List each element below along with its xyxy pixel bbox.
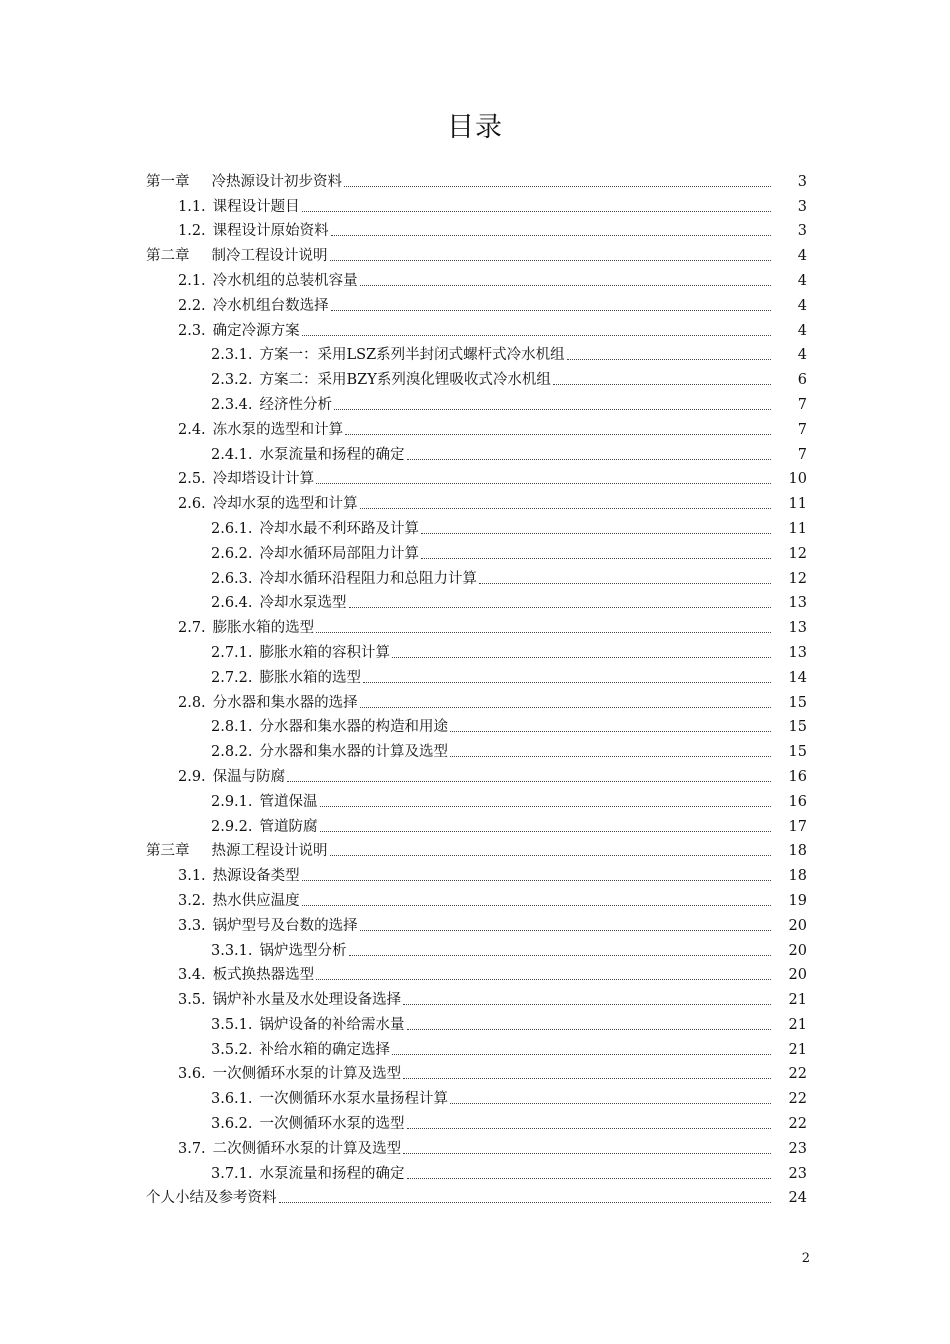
toc-entry[interactable] (0, 960, 950, 985)
dot-leader (345, 434, 771, 435)
toc-entry-title: 冷却水泵的选型和计算 (212, 496, 358, 513)
toc-entry-label (211, 520, 419, 538)
toc-entry-page: 7 (797, 396, 807, 413)
toc-entry-number: 1.2. (178, 223, 206, 240)
toc-entry-number: 3.7. (178, 1140, 206, 1157)
toc-entry-page: 21 (788, 992, 807, 1009)
toc-entry[interactable] (0, 1133, 950, 1158)
toc-entry-title: 冷却塔设计计算 (212, 471, 315, 488)
dot-leader (421, 558, 771, 559)
toc-entry-page: 4 (797, 248, 807, 265)
toc-entry-page: 17 (788, 818, 807, 835)
toc-entry[interactable] (0, 464, 950, 489)
toc-entry-number: 3.6. (178, 1066, 206, 1083)
toc-entry-title: 分水器和集水器的构造和用途 (259, 719, 449, 736)
toc-entry-title: 冷却水循环沿程阻力和总阻力计算 (259, 570, 478, 587)
toc-entry-label (178, 867, 300, 885)
toc-entry-number: 2.6.1. (211, 520, 253, 537)
toc-entry-page: 3 (797, 198, 807, 215)
toc-entry-label (211, 793, 318, 811)
toc-entry-number: 3.5.2. (211, 1041, 253, 1058)
toc-entry-label (178, 966, 314, 984)
toc-entry-number: 2.6. (178, 496, 206, 513)
toc-entry-title: 水泵流量和扬程的确定 (259, 1165, 405, 1182)
toc-entry[interactable] (0, 588, 950, 613)
toc-entry[interactable] (0, 935, 950, 960)
toc-entry-label (211, 1115, 405, 1133)
toc-entry-title: 一次侧循环水泵的计算及选型 (212, 1066, 402, 1083)
toc-entry[interactable] (0, 414, 950, 439)
dot-leader (330, 855, 772, 856)
toc-entry-page: 13 (788, 595, 807, 612)
toc-entry-title: 方案二：采用BZY系列溴化锂吸收式冷水机组 (259, 372, 551, 389)
toc-entry-page: 18 (788, 868, 807, 885)
toc-entry-label (146, 247, 328, 265)
toc-entry-label (211, 446, 405, 464)
toc-entry-page: 4 (797, 347, 807, 364)
toc-entry-title: 分水器和集水器的计算及选型 (259, 744, 449, 761)
dot-leader (421, 533, 771, 534)
dot-leader (403, 1153, 771, 1154)
page-title: 目录 (447, 112, 503, 143)
toc-entry-label (211, 1090, 448, 1108)
toc-entry-title: 冷水机组的总装机容量 (212, 272, 358, 289)
toc-entry[interactable] (0, 538, 950, 563)
toc-entry-title: 管道保温 (259, 793, 318, 810)
dot-leader (407, 1029, 771, 1030)
toc-entry-number: 2.7.1. (211, 644, 253, 661)
toc-entry-number: 第二章 (146, 248, 190, 265)
toc-entry-title: 冷热源设计初步资料 (211, 173, 342, 190)
toc-entry-page: 13 (788, 620, 807, 637)
toc-entry[interactable] (0, 712, 950, 737)
toc-entry-page: 4 (797, 322, 807, 339)
toc-entry-number: 1.1. (178, 198, 206, 215)
toc-entry[interactable] (0, 786, 950, 811)
toc-entry-number: 3.5. (178, 992, 206, 1009)
toc-entry-title: 锅炉选型分析 (259, 942, 347, 959)
toc-entry-title: 课程设计题目 (212, 198, 300, 215)
toc-entry[interactable] (0, 389, 950, 414)
toc-entry-label (178, 421, 343, 439)
dot-leader (331, 235, 771, 236)
toc-entry[interactable] (0, 1183, 950, 1208)
toc-entry-number: 第三章 (146, 843, 190, 860)
toc-entry-number: 2.8. (178, 694, 206, 711)
toc-entry[interactable] (0, 736, 950, 761)
dot-leader (331, 310, 771, 311)
toc-entry-page: 22 (788, 1116, 807, 1133)
toc-entry-title: 热源设备类型 (212, 868, 300, 885)
toc-entry-number: 2.9. (178, 768, 206, 785)
toc-entry-label (211, 1165, 405, 1183)
toc-entry-label (211, 594, 347, 612)
toc-entry-label (211, 818, 318, 836)
toc-entry-number: 2.5. (178, 471, 206, 488)
dot-leader (279, 1202, 772, 1203)
toc-entry-label (146, 173, 342, 191)
toc-entry-title: 水泵流量和扬程的确定 (259, 446, 405, 463)
toc-entry-number: 3.6.1. (211, 1091, 253, 1108)
toc-entry-number: 2.3.2. (211, 372, 253, 389)
dot-leader (316, 979, 771, 980)
toc-entry-label (211, 644, 390, 662)
toc-entry-number: 3.4. (178, 967, 206, 984)
toc-entry-label (211, 1041, 390, 1059)
toc-entry-number: 2.9.1. (211, 793, 253, 810)
dot-leader (567, 359, 771, 360)
toc-entry-title: 二次侧循环水泵的计算及选型 (212, 1140, 402, 1157)
toc-entry-title: 冻水泵的选型和计算 (212, 421, 344, 438)
toc-entry-label (146, 842, 328, 860)
toc-entry-page: 6 (797, 372, 807, 389)
toc-entry-label (178, 619, 314, 637)
toc-entry-title: 保温与防腐 (212, 768, 286, 785)
dot-leader (479, 583, 771, 584)
toc-entry-label (178, 1065, 401, 1083)
toc-entry-number: 2.3.4. (211, 396, 253, 413)
dot-leader (360, 285, 771, 286)
dot-leader (403, 1004, 771, 1005)
toc-entry-title: 分水器和集水器的选择 (212, 694, 358, 711)
toc-entry-page: 20 (788, 942, 807, 959)
toc-entry[interactable] (0, 1083, 950, 1108)
dot-leader (287, 781, 771, 782)
toc-entry-page: 7 (797, 421, 807, 438)
toc-entry-title: 膨胀水箱的选型 (259, 669, 362, 686)
dot-leader (392, 657, 771, 658)
toc-entry[interactable] (0, 1034, 950, 1059)
toc-entry-number: 2.7.2. (211, 669, 253, 686)
dot-leader (553, 384, 771, 385)
toc-entry-page: 13 (788, 644, 807, 661)
toc-entry-label (178, 495, 358, 513)
dot-leader (349, 607, 771, 608)
toc-entry-page: 19 (788, 892, 807, 909)
toc-entry-title: 方案一：采用LSZ系列半封闭式螺杆式冷水机组 (259, 347, 565, 364)
page-number: 2 (801, 1251, 810, 1266)
toc-entry[interactable] (0, 662, 950, 687)
table-of-contents (0, 166, 950, 1207)
dot-leader (403, 1078, 771, 1079)
dot-leader (407, 1128, 771, 1129)
toc-entry-page: 22 (788, 1066, 807, 1083)
toc-entry-page: 23 (788, 1165, 807, 1182)
toc-entry-title: 膨胀水箱的容积计算 (259, 644, 391, 661)
toc-entry[interactable] (0, 1059, 950, 1084)
toc-entry-number: 3.6.2. (211, 1116, 253, 1133)
toc-entry-label (178, 322, 300, 340)
toc-entry[interactable] (0, 836, 950, 861)
toc-entry[interactable] (0, 1158, 950, 1183)
toc-entry-title: 一次侧循环水泵的选型 (259, 1116, 405, 1133)
dot-leader (316, 632, 771, 633)
toc-entry[interactable] (0, 439, 950, 464)
dot-leader (320, 831, 771, 832)
toc-entry[interactable] (0, 166, 950, 191)
toc-entry-page: 4 (797, 297, 807, 314)
toc-entry-title: 板式换热器选型 (212, 967, 315, 984)
toc-entry-page: 20 (788, 917, 807, 934)
dot-leader (360, 707, 771, 708)
toc-entry-title: 膨胀水箱的选型 (212, 620, 315, 637)
toc-entry-title: 制冷工程设计说明 (211, 248, 328, 265)
toc-entry-number: 2.2. (178, 297, 206, 314)
toc-entry-label (178, 892, 300, 910)
toc-entry-title: 确定冷源方案 (212, 322, 300, 339)
dot-leader (450, 1103, 771, 1104)
toc-entry-number: 2.7. (178, 620, 206, 637)
toc-entry-title: 锅炉补水量及水处理设备选择 (212, 992, 402, 1009)
toc-entry-label (178, 272, 358, 290)
toc-entry-page: 3 (797, 173, 807, 190)
toc-entry-number: 3.3.1. (211, 942, 253, 959)
dot-leader (316, 483, 771, 484)
toc-entry-title: 管道防腐 (259, 818, 318, 835)
toc-entry-page: 12 (788, 570, 807, 587)
toc-entry[interactable] (0, 984, 950, 1009)
toc-entry-number: 第一章 (146, 173, 190, 190)
toc-entry[interactable] (0, 265, 950, 290)
toc-entry-title: 一次侧循环水泵水量扬程计算 (259, 1091, 449, 1108)
toc-entry-number: 2.4. (178, 421, 206, 438)
toc-entry[interactable] (0, 637, 950, 662)
toc-entry[interactable] (0, 761, 950, 786)
toc-entry-label (146, 1189, 277, 1207)
toc-entry-label (211, 396, 332, 414)
toc-entry-label (211, 1016, 405, 1034)
toc-entry-number: 3.3. (178, 917, 206, 934)
dot-leader (330, 260, 772, 261)
toc-entry-page: 10 (788, 471, 807, 488)
toc-entry[interactable] (0, 1009, 950, 1034)
toc-entry-number: 2.1. (178, 272, 206, 289)
toc-entry-page: 16 (788, 793, 807, 810)
toc-entry-page: 20 (788, 967, 807, 984)
toc-entry-label (211, 570, 477, 588)
toc-entry[interactable] (0, 513, 950, 538)
toc-entry-title: 锅炉型号及台数的选择 (212, 917, 358, 934)
toc-entry[interactable] (0, 488, 950, 513)
toc-entry-page: 14 (788, 669, 807, 686)
dot-leader (302, 880, 771, 881)
toc-entry[interactable] (0, 687, 950, 712)
toc-entry-title: 锅炉设备的补给需水量 (259, 1016, 405, 1033)
toc-entry[interactable] (0, 563, 950, 588)
toc-entry-number: 2.3.1. (211, 347, 253, 364)
toc-entry-page: 15 (788, 744, 807, 761)
toc-entry-number: 2.9.2. (211, 818, 253, 835)
toc-entry-title: 课程设计原始资料 (212, 223, 329, 240)
toc-entry-page: 23 (788, 1140, 807, 1157)
toc-entry-label (211, 346, 565, 364)
dot-leader (450, 731, 771, 732)
toc-entry-number: 2.6.4. (211, 595, 253, 612)
dot-leader (450, 756, 771, 757)
toc-entry-page: 3 (797, 223, 807, 240)
toc-entry[interactable] (0, 290, 950, 315)
dot-leader (407, 459, 771, 460)
toc-entry-page: 15 (788, 694, 807, 711)
toc-entry-page: 15 (788, 719, 807, 736)
toc-entry[interactable] (0, 1108, 950, 1133)
dot-leader (392, 1054, 771, 1055)
toc-entry-title: 冷却水循环局部阻力计算 (259, 545, 420, 562)
toc-entry-page: 21 (788, 1041, 807, 1058)
toc-entry-title: 补给水箱的确定选择 (259, 1041, 391, 1058)
toc-entry-number: 2.6.2. (211, 545, 253, 562)
toc-entry-label (211, 669, 361, 687)
toc-entry-page: 11 (788, 520, 807, 537)
toc-entry-title: 冷却水最不利环路及计算 (259, 520, 420, 537)
dot-leader (302, 335, 771, 336)
toc-entry-page: 16 (788, 768, 807, 785)
toc-entry[interactable] (0, 364, 950, 389)
toc-entry-page: 21 (788, 1016, 807, 1033)
toc-entry-page: 22 (788, 1091, 807, 1108)
toc-entry[interactable] (0, 885, 950, 910)
toc-entry-label (211, 718, 448, 736)
toc-entry[interactable] (0, 910, 950, 935)
toc-entry-label (178, 694, 358, 712)
toc-entry-page: 4 (797, 272, 807, 289)
toc-entry-page: 24 (788, 1190, 807, 1207)
dot-leader (334, 409, 771, 410)
toc-entry-label (211, 743, 448, 761)
toc-entry-label (178, 1140, 401, 1158)
toc-entry-label (211, 942, 347, 960)
toc-entry-title: 经济性分析 (259, 396, 333, 413)
toc-entry-title: 热水供应温度 (212, 892, 300, 909)
toc-entry-label (178, 768, 285, 786)
dot-leader (360, 508, 771, 509)
toc-entry-number: 3.1. (178, 868, 206, 885)
dot-leader (360, 930, 771, 931)
toc-entry-title: 冷水机组台数选择 (212, 297, 329, 314)
toc-entry[interactable] (0, 216, 950, 241)
toc-entry[interactable] (0, 860, 950, 885)
toc-entry-number: 2.3. (178, 322, 206, 339)
toc-entry-label (211, 545, 419, 563)
toc-entry-label (211, 371, 551, 389)
toc-entry-title: 热源工程设计说明 (211, 843, 328, 860)
dot-leader (407, 1178, 771, 1179)
toc-entry-label (178, 297, 329, 315)
toc-entry-number: 2.6.3. (211, 570, 253, 587)
toc-entry-page: 12 (788, 545, 807, 562)
toc-entry-title: 个人小结及参考资料 (146, 1190, 277, 1207)
toc-entry-page: 11 (788, 496, 807, 513)
toc-entry-number: 2.4.1. (211, 446, 253, 463)
toc-entry[interactable] (0, 340, 950, 365)
toc-entry-page: 7 (797, 446, 807, 463)
toc-entry-number: 3.5.1. (211, 1016, 253, 1033)
toc-entry-title: 冷却水泵选型 (259, 595, 347, 612)
toc-entry[interactable] (0, 315, 950, 340)
dot-leader (363, 682, 771, 683)
toc-entry-label (178, 222, 329, 240)
toc-entry-label (178, 917, 358, 935)
dot-leader (344, 186, 771, 187)
toc-entry[interactable] (0, 811, 950, 836)
toc-entry-number: 2.8.1. (211, 719, 253, 736)
dot-leader (349, 955, 771, 956)
dot-leader (320, 806, 771, 807)
dot-leader (302, 905, 771, 906)
toc-entry-label (178, 198, 300, 216)
toc-entry[interactable] (0, 240, 950, 265)
toc-entry-page: 18 (788, 843, 807, 860)
toc-entry[interactable] (0, 612, 950, 637)
toc-entry-number: 2.8.2. (211, 744, 253, 761)
toc-entry-number: 3.7.1. (211, 1165, 253, 1182)
dot-leader (302, 211, 771, 212)
toc-entry-number: 3.2. (178, 892, 206, 909)
toc-entry-label (178, 991, 401, 1009)
toc-entry[interactable] (0, 191, 950, 216)
toc-entry-label (178, 470, 314, 488)
